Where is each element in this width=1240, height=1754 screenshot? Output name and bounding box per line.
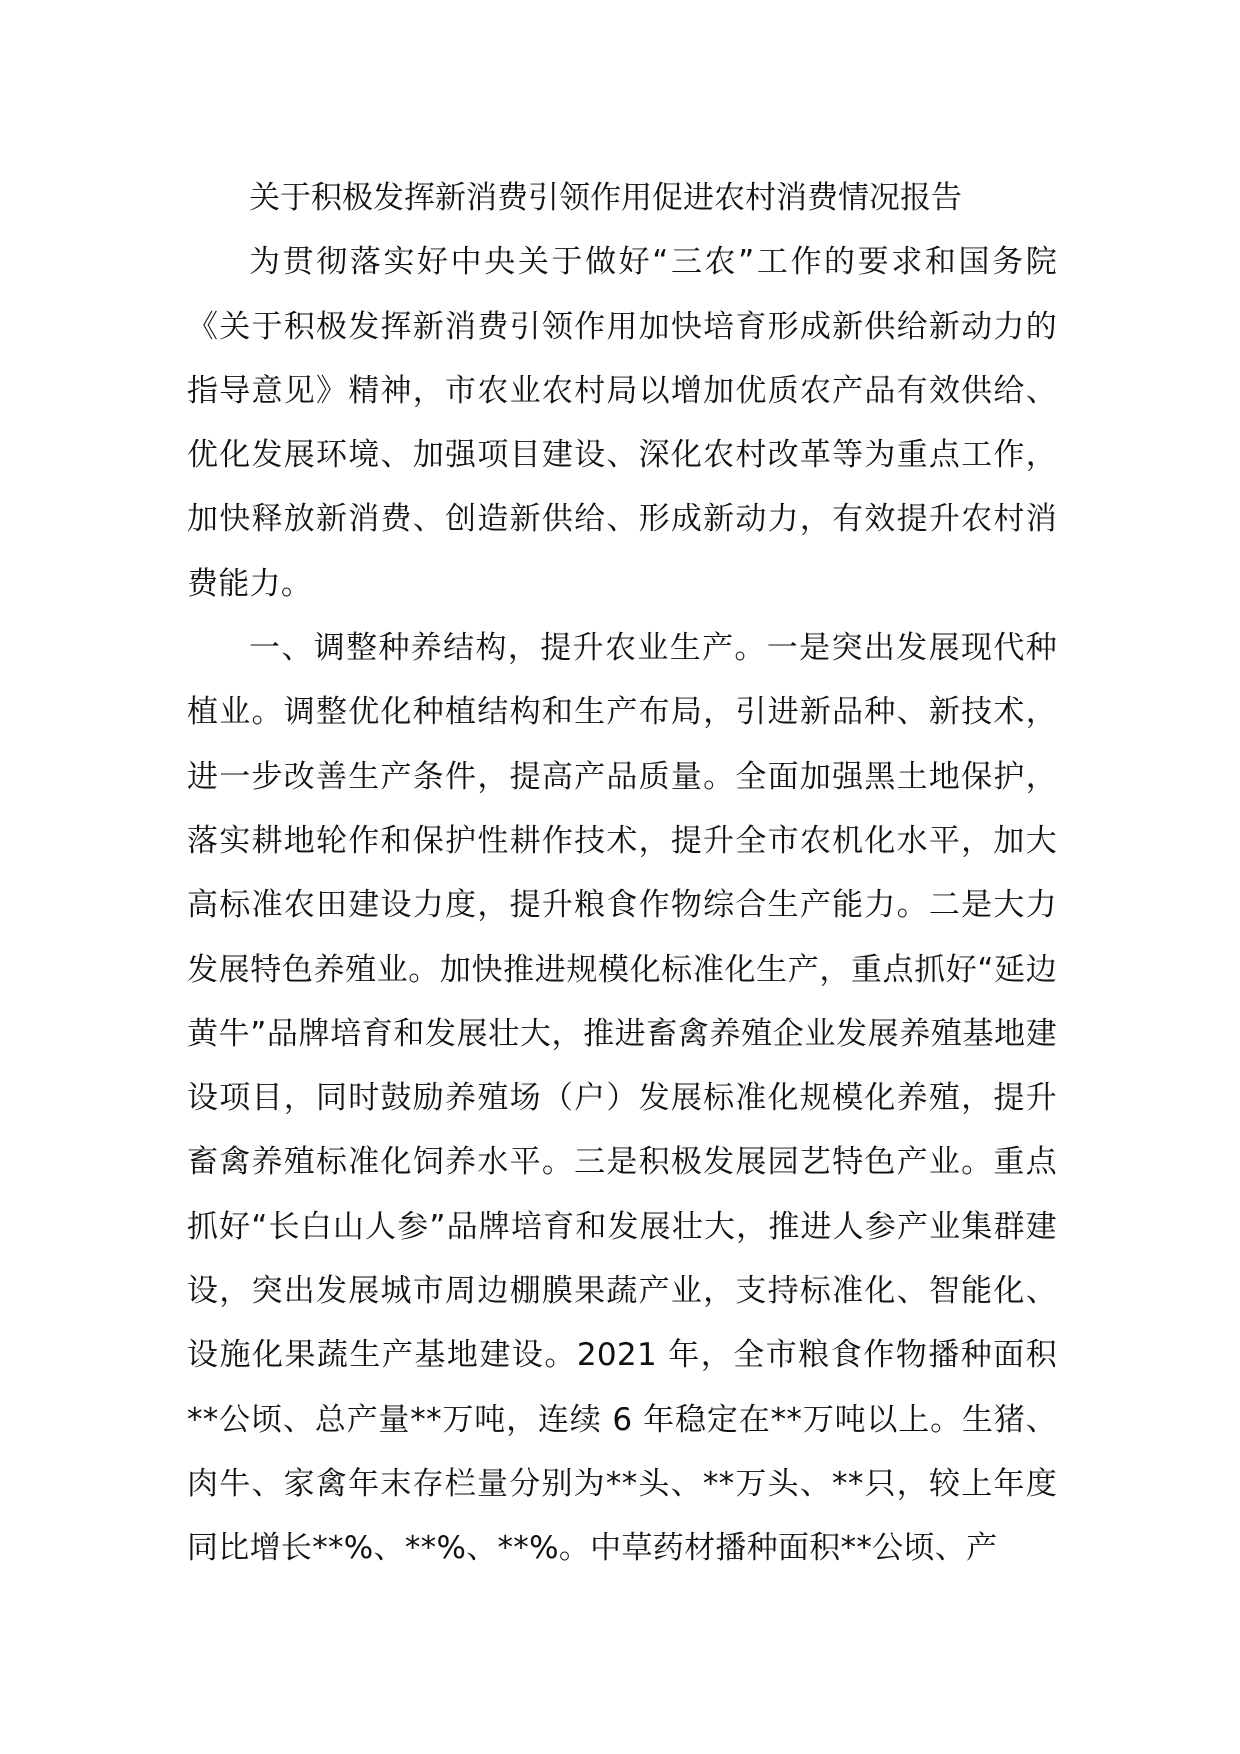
document-body bbox=[187, 166, 1057, 1581]
section-one-paragraph: 一、调整种养结构，提升农业生产。一是突出发展现代种植业。调整优化种植结构和生产布局，引进新品种、新技术，进一步改善生产条件，提高产品质量。全面加强黑土地保护，落实耕地轮作和保护性耕作技术，提升全市农机化水平，加大高标准农田建设力度，提升粮食作物综合生产能力。二是大力发展特色养殖业。加快推进规模化标准化生产，重点抓好“延边黄牛”品牌培育和发展壮大，推进畜禽养殖企业发展养殖基地建设项目，同时鼓励养殖场（户）发展标准化规模化养殖，提升畜禽养殖标准化饲养水平。三是积极发展园艺特色产业。重点抓好“长白山人参”品牌培育和发展壮大，推进人参产业集群建设，突出发展城市周边棚膜果蔬产业，支持标准化、智能化、设施化果蔬生产基地建设。2021 年，全市粮食作物播种面积**公顷、总产量**万吨，连续 6 年稳定在**万吨以上。生猪、肉牛、家禽年末存栏量分别为**头、**万头、**只，较上年度同比增长**%、**%、**%。中草药材播种面积**公顷、产 bbox=[187, 630, 1057, 1567]
intro-paragraph: 为贯彻落实好中央关于做好“三农”工作的要求和国务院《关于积极发挥新消费引领作用加快培育形成新供给新动力的指导意见》精神，市农业农村局以增加优质农产品有效供给、优化发展环境、加强项目建设、深化农村改革等为重点工作，加快释放新消费、创造新供给、形成新动力，有效提升农村消费能力。 bbox=[187, 244, 1057, 602]
document-title: 关于积极发挥新消费引领作用促进农村消费情况报告 bbox=[249, 180, 962, 216]
